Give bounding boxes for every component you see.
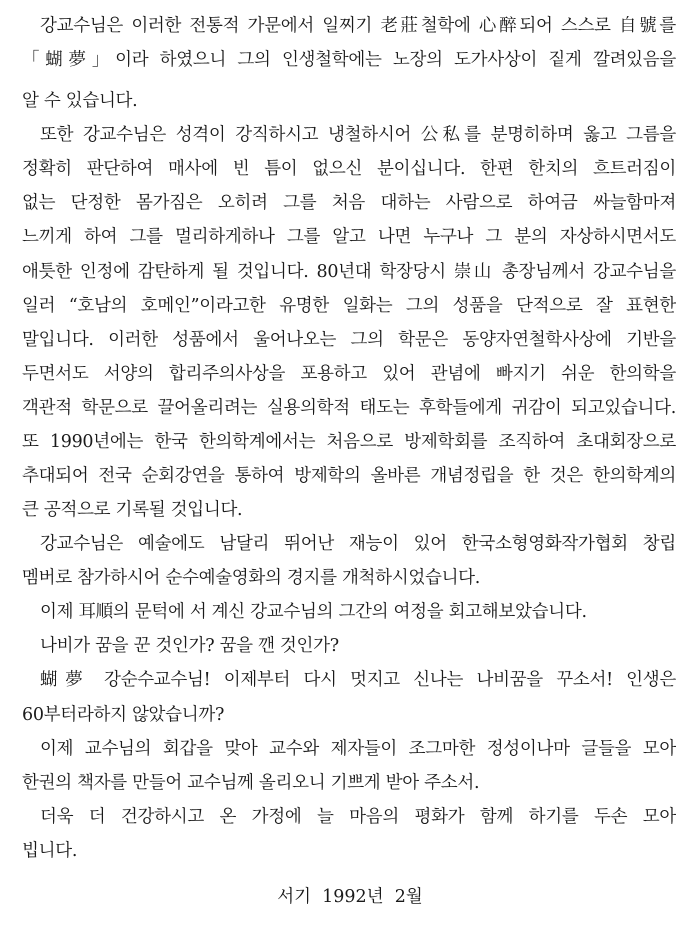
text-line: 나비가 꿈을 꾼 것인가? 꿈을 깬 것인가? xyxy=(40,636,339,656)
text-line: 蝴夢 강순수교수님! 이제부터 다시 멋지고 신나는 나비꿈을 꾸소서! 인생은 xyxy=(40,670,676,690)
text-line: 이제 耳順의 문턱에 서 계신 강교수님의 그간의 여정을 회고해보았습니다. xyxy=(40,602,587,622)
text-line: 또 1990년에는 한국 한의학계에서는 처음으로 방제학회를 조직하여 초대회장으로 xyxy=(22,432,676,452)
text-line: 강교수님은 이러한 전통적 가문에서 일찌기 老莊철학에 心醉되어 스스로 自號를 xyxy=(40,16,676,36)
text-line: 60부터라하지 않았습니까? xyxy=(22,705,225,725)
text-line: 알 수 있습니다. xyxy=(22,91,138,111)
text-line: 말입니다. 이러한 성품에서 울어나오는 그의 학문은 동양자연철학사상에 기반을 xyxy=(22,330,676,350)
text-line: 또한 강교수님은 성격이 강직하시고 냉철하시어 公私를 분명히하며 옳고 그름을 xyxy=(40,125,676,145)
text-line: 없는 단정한 몸가짐은 오히려 그를 처음 대하는 사람으로 하여금 싸늘함마져 xyxy=(22,193,676,213)
text-line: 한권의 책자를 만들어 교수님께 올리오니 기쁘게 받아 주소서. xyxy=(22,773,480,793)
text-line: 멤버로 참가하시어 순수예술영화의 경지를 개척하시었습니다. xyxy=(22,568,481,588)
text-line: 일러 “호남의 호메인”이라고한 유명한 일화는 그의 성품을 단적으로 잘 표현한 xyxy=(22,296,676,316)
text-line: 느끼게 하여 그를 멀리하게하나 그를 알고 나면 누구나 그 분의 자상하시면서도 xyxy=(22,227,676,247)
text-line: 강교수님은 예술에도 남달리 뛰어난 재능이 있어 한국소형영화작가협회 창립 xyxy=(40,534,676,554)
text-line: 이제 교수님의 회갑을 맞아 교수와 제자들이 조그마한 정성이나마 글들을 모아 xyxy=(40,739,676,759)
text-line: 추대되어 전국 순회강연을 통하여 방제학의 올바른 개념정립을 한 것은 한의학계의 xyxy=(22,466,676,486)
text-line: 더욱 더 건강하시고 온 가정에 늘 마음의 평화가 함께 하기를 두손 모아 xyxy=(40,807,676,827)
text-line: 두면서도 서양의 합리주의사상을 포용하고 있어 관념에 빠지기 쉬운 한의학을 xyxy=(22,364,676,384)
text-line: 「蝴夢」이라 하였으니 그의 인생철학에는 노장의 도가사상이 짙게 깔려있음을 xyxy=(22,50,676,70)
text-line: 정확히 판단하여 매사에 빈 틈이 없으신 분이십니다. 한편 한치의 흐트러짐이 xyxy=(22,159,676,179)
text-line: 애틋한 인정에 감탄하게 될 것입니다. 80년대 학장당시 崇山 총장님께서 강교수님을 xyxy=(22,262,676,282)
text-line: 빕니다. xyxy=(22,841,78,861)
date-line: 서기 1992년 2월 xyxy=(277,887,423,907)
text-line: 객관적 학문으로 끌어올리려는 실용의학적 태도는 후학들에게 귀감이 되고있습니다. xyxy=(22,398,676,418)
text-line: 큰 공적으로 기록될 것입니다. xyxy=(22,500,243,520)
